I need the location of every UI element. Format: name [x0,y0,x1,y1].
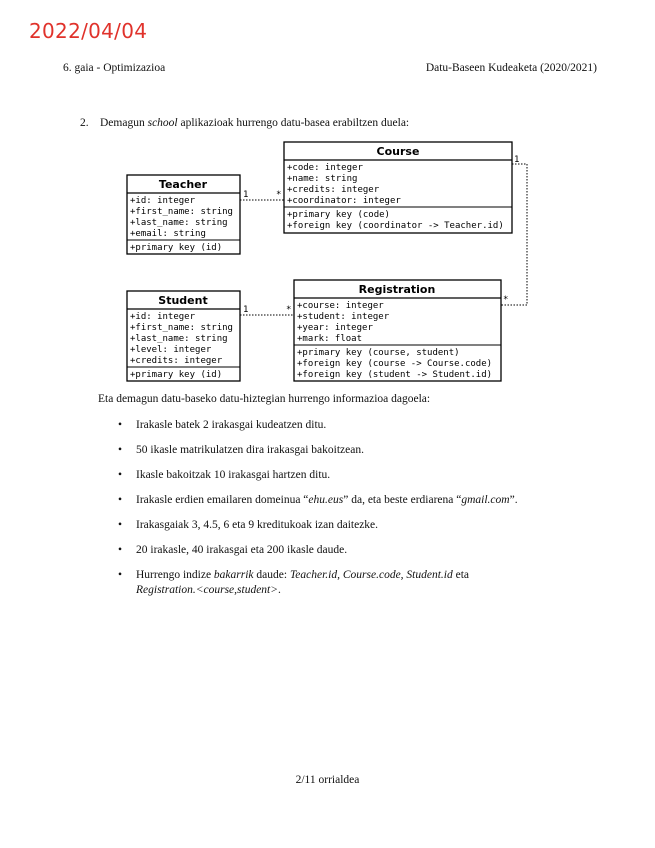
list-item: • 20 irakasle, 40 irakasgai eta 200 ikasle daude. [118,544,348,556]
registration-attr: +mark: float [297,334,363,344]
teacher-table [127,175,240,254]
teacher-attr: +last_name: string [130,218,228,228]
header-course-title: Datu-Baseen Kudeaketa (2020/2021) [425,62,597,74]
intro-text: Eta demagun datu-baseko datu-hiztegian hurrengo informazioa dagoela: [98,393,431,405]
student-attr: +first_name: string [130,323,233,333]
course-attr: +credits: integer [287,185,380,195]
registration-attr: +course: integer [297,301,384,311]
student-attr: +last_name: string [130,334,228,344]
teacher-key: +primary key (id) [130,243,223,253]
teacher-attr: +id: integer [130,196,196,206]
list-item: • Irakasle batek 2 irakasgai kudeatzen ditu. [118,419,327,431]
registration-title: Registration [358,283,436,296]
student-table [127,291,240,381]
teacher-title: Teacher [158,178,208,191]
mult-course-one: 1 [514,155,520,165]
registration-key: +primary key (course, student) [297,348,460,358]
header-chapter: 6. gaia - Optimizazioa [63,62,166,74]
mult-registration-many-left: * [286,305,292,315]
teacher-attr: +first_name: string [130,207,233,217]
course-attr: +name: string [287,174,358,184]
course-key: +foreign key (coordinator -> Teacher.id) [287,221,504,231]
registration-attr: +year: integer [297,323,373,333]
registration-key: +foreign key (course -> Course.code) [297,359,493,369]
question-number: 2. [80,117,89,129]
course-title: Course [376,145,420,158]
registration-attr: +student: integer [297,312,390,322]
list-item: • Hurrengo indize bakarrik daude: Teacher.id, Course.code, Student.id eta Registration.<course,student>. [118,569,470,596]
list-item: • Ikasle bakoitzak 10 irakasgai hartzen ditu. [118,469,331,481]
registration-table [294,280,501,381]
course-key: +primary key (code) [287,210,390,220]
student-attr: +level: integer [130,345,212,355]
mult-teacher-one: 1 [243,190,249,200]
registration-key: +foreign key (student -> Student.id) [297,370,493,380]
student-attr: +id: integer [130,312,196,322]
date-stamp: 2022/04/04 [29,19,148,43]
page-footer: 2/11 orrialdea [295,774,360,786]
question-text: 2. Demagun school aplikazioak hurrengo datu-basea erabiltzen duela: [80,117,410,129]
student-title: Student [158,294,208,307]
mult-student-one: 1 [243,305,249,315]
student-key: +primary key (id) [130,370,223,380]
student-attr: +credits: integer [130,356,223,366]
teacher-attr: +email: string [130,229,206,239]
bullet-list [118,418,594,608]
course-attr: +coordinator: integer [287,196,401,206]
list-item: • Irakasle erdien emailaren domeinua “ehu.eus” da, eta beste erdiarena “gmail.com”. [118,494,518,506]
mult-course-many: * [276,190,282,200]
list-item: • 50 ikasle matrikulatzen dira irakasgai bakoitzean. [118,444,364,456]
list-item: • Irakasgaiak 3, 4.5, 6 eta 9 kreditukoak izan daitezke. [118,519,379,531]
mult-registration-many-right: * [503,295,509,305]
course-attr: +code: integer [287,163,363,173]
course-table [284,142,512,233]
